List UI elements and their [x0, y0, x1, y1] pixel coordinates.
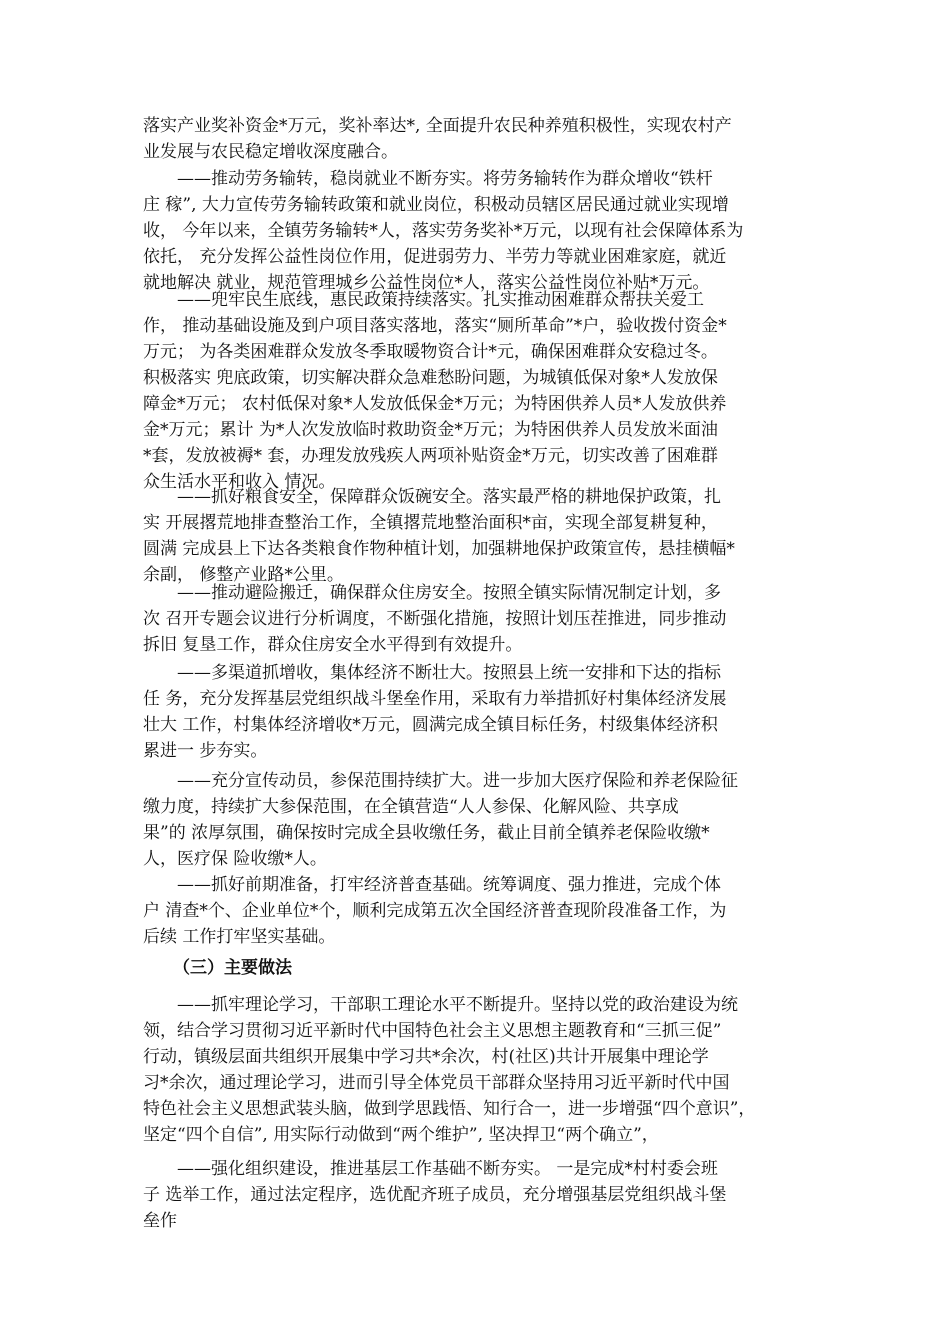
- paragraph-insurance: [143, 768, 813, 872]
- text-line: 果”的 浓厚氛围，确保按时完成全县收缴任务，截止目前全镇养老保险收缴*: [143, 823, 710, 843]
- text-line: 坚定“四个自信”, 用实际行动做到“两个维护”, 坚决捍卫“两个确立”，: [143, 1125, 659, 1145]
- text-line: 习*余次，通过理论学习，进而引导全体党员干部群众坚持用习近平新时代中国: [143, 1073, 730, 1093]
- paragraph-food-security: [143, 484, 813, 588]
- text-line: 次 召开专题会议进行分析调度，不断强化措施，按照计划压茬推进，同步推动: [143, 609, 727, 629]
- text-line: ——充分宣传动员，参保范围持续扩大。进一步加大医疗保险和养老保险征: [143, 771, 738, 791]
- text-line: 累进一 步夯实。: [143, 741, 268, 761]
- text-line: ——抓好粮食安全，保障群众饭碗安全。落实最严格的耕地保护政策，扎: [143, 487, 721, 507]
- text-line: 庄 稼”, 大力宣传劳务输转政策和就业岗位，积极动员辖区居民通过就业实现增: [143, 195, 729, 215]
- text-line: 垒作: [143, 1211, 177, 1231]
- text-line: 就地解决 就业，规范管理城乡公益性岗位*人，落实公益性岗位补贴*万元。: [143, 273, 710, 293]
- paragraph-labor-transfer: [143, 166, 813, 296]
- text-line: ——多渠道抓增收，集体经济不断壮大。按照县上统一安排和下达的指标: [143, 663, 721, 683]
- text-line: ——抓牢理论学习，干部职工理论水平不断提升。坚持以党的政治建设为统: [143, 995, 738, 1015]
- text-line: ——推动避险搬迁，确保群众住房安全。按照全镇实际情况制定计划，多: [143, 583, 721, 603]
- text-line: ——强化组织建设，推进基层工作基础不断夯实。 一是完成*村村委会班: [143, 1159, 718, 1179]
- paragraph-collective-economy: [143, 660, 813, 764]
- text-line: 人，医疗保 险收缴*人。: [143, 849, 327, 869]
- text-line: 落实产业奖补资金*万元，奖补率达*, 全面提升农民种养殖积极性，实现农村产: [143, 116, 732, 136]
- text-line: 障金*万元； 农村低保对象*人发放低保金*万元；为特困供养人员*人发放供养: [143, 394, 727, 414]
- text-line: 众生活水平和收入 情况。: [143, 472, 336, 492]
- text-line: 领，结合学习贯彻习近平新时代中国特色社会主义思想主题教育和“三抓三促”: [143, 1021, 722, 1041]
- text-line: *套，发放被褥* 套，办理发放残疾人两项补贴资金*万元，切实改善了困难群: [143, 446, 718, 466]
- text-line: 业发展与农民稳定增收深度融合。: [143, 142, 398, 162]
- text-line: 行动，镇级层面共组织开展集中学习共*余次，村(社区)共计开展集中理论学: [143, 1047, 709, 1067]
- text-line: 实 开展撂荒地排查整治工作，全镇撂荒地整治面积*亩，实现全部复耕复种，: [143, 513, 718, 533]
- text-line: 特色社会主义思想武装头脑，做到学思践悟、知行合一，进一步增强“四个意识”，: [143, 1099, 756, 1119]
- text-line: 收， 今年以来，全镇劳务输转*人，落实劳务奖补*万元，以现有社会保障体系为: [143, 221, 744, 241]
- text-line: 万元； 为各类困难群众发放冬季取暖物资合计*元，确保困难群众安稳过冬。: [143, 342, 718, 362]
- text-line: 作， 推动基础设施及到户项目落实落地，落实“厕所革命”*户，验收拨付资金*: [143, 316, 727, 336]
- section-heading-block: [143, 955, 813, 981]
- paragraph-industry-subsidy: [143, 113, 813, 165]
- text-line: 依托， 充分发挥公益性岗位作用，促进弱劳力、半劳力等就业困难家庭，就近: [143, 247, 727, 267]
- text-line: 子 选举工作，通过法定程序，选优配齐班子成员，充分增强基层党组织战斗堡: [143, 1185, 727, 1205]
- text-line: 任 务，充分发挥基层党组织战斗堡垒作用，采取有力举措抓好村集体经济发展: [143, 689, 727, 709]
- text-line: 户 清查*个、企业单位*个，顺利完成第五次全国经济普查现阶段准备工作，为: [143, 901, 727, 921]
- text-line: 圆满 完成县上下达各类粮食作物种植计划，加强耕地保护政策宣传，悬挂横幅*: [143, 539, 735, 559]
- text-line: 拆旧 复垦工作，群众住房安全水平得到有效提升。: [143, 635, 523, 655]
- paragraph-housing-safety: [143, 580, 813, 658]
- text-line: 金*万元；累计 为*人次发放临时救助资金*万元；为特困供养人员发放米面油: [143, 420, 718, 440]
- text-line: 后续 工作打牢坚实基础。: [143, 927, 336, 947]
- text-line: 缴力度，持续扩大参保范围，在全镇营造“人人参保、化解风险、共享成: [143, 797, 679, 817]
- paragraph-livelihood: [143, 287, 813, 495]
- text-line: 积极落实 兜底政策，切实解决群众急难愁盼问题，为城镇低保对象*人发放保: [143, 368, 718, 388]
- text-line: 壮大 工作，村集体经济增收*万元，圆满完成全镇目标任务，村级集体经济积: [143, 715, 718, 735]
- text-line: 余副， 修整产业路*公里。: [143, 565, 344, 585]
- text-line: ——兜牢民生底线，惠民政策持续落实。扎实推动困难群众帮扶关爱工: [143, 290, 704, 310]
- text-line: ——抓好前期准备，打牢经济普查基础。统筹调度、强力推进，完成个体: [143, 875, 721, 895]
- paragraph-economic-census: [143, 872, 813, 950]
- section-heading: （三）主要做法: [173, 958, 292, 978]
- paragraph-theory-study: [143, 992, 813, 1148]
- paragraph-organization: [143, 1156, 813, 1234]
- text-line: ——推动劳务输转，稳岗就业不断夯实。将劳务输转作为群众增收“铁杆: [143, 169, 713, 189]
